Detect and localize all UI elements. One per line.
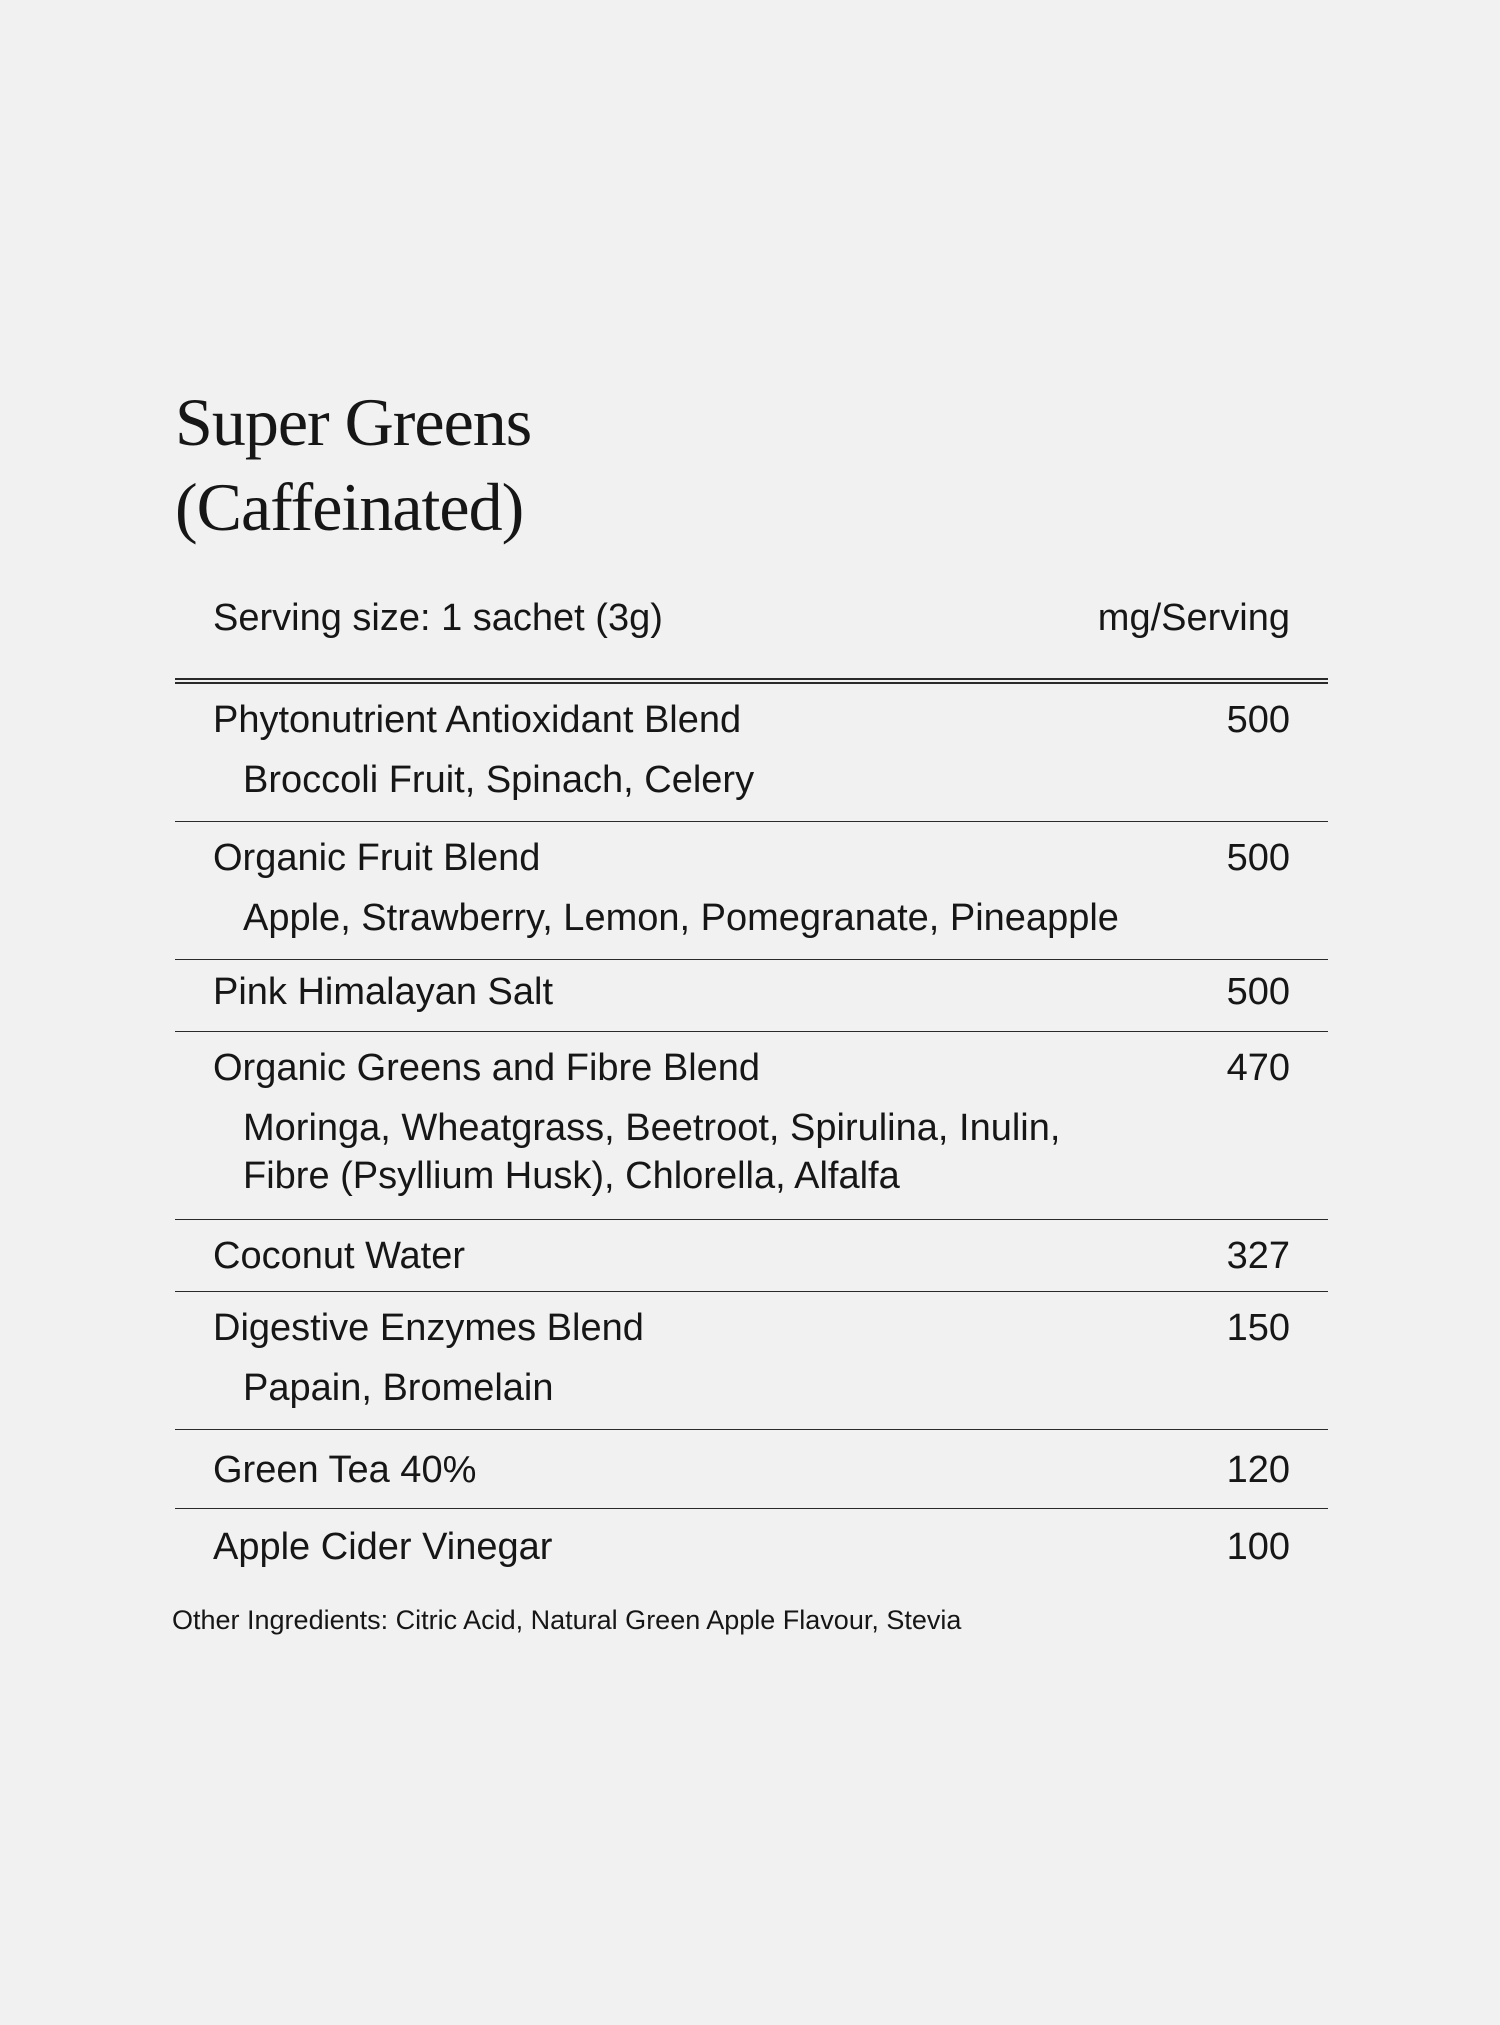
other-ingredients-note: Other Ingredients: Citric Acid, Natural Green Apple Flavour, Stevia bbox=[172, 1605, 962, 1635]
ingredient-amount: 500 bbox=[1226, 971, 1290, 1013]
table-row bbox=[175, 1292, 1328, 1430]
ingredient-name: Green Tea 40% bbox=[213, 1449, 477, 1491]
product-title-line1: Super Greens bbox=[175, 384, 532, 460]
table-row bbox=[175, 1032, 1328, 1220]
ingredient-name: Phytonutrient Antioxidant Blend bbox=[213, 699, 742, 741]
table-row bbox=[175, 1430, 1328, 1509]
ingredient-name: Coconut Water bbox=[213, 1235, 466, 1277]
ingredient-components: Broccoli Fruit, Spinach, Celery bbox=[243, 759, 755, 801]
ingredient-amount: 500 bbox=[1226, 837, 1290, 879]
unit-label: mg/Serving bbox=[1097, 597, 1290, 639]
ingredient-amount: 500 bbox=[1226, 699, 1290, 741]
ingredient-amount: 120 bbox=[1226, 1449, 1290, 1491]
ingredient-components: Papain, Bromelain bbox=[243, 1367, 554, 1409]
ingredient-amount: 327 bbox=[1226, 1235, 1290, 1277]
table-row bbox=[175, 822, 1328, 960]
ingredient-amount: 150 bbox=[1226, 1307, 1290, 1349]
table-row bbox=[175, 1220, 1328, 1292]
table-row bbox=[175, 1509, 1328, 1589]
serving-size-label: Serving size: 1 sachet (3g) bbox=[213, 597, 663, 639]
ingredient-amount: 470 bbox=[1226, 1047, 1290, 1089]
ingredient-name: Apple Cider Vinegar bbox=[213, 1526, 553, 1568]
ingredient-amount: 100 bbox=[1226, 1526, 1290, 1568]
table-row bbox=[175, 960, 1328, 1032]
ingredient-components: Apple, Strawberry, Lemon, Pomegranate, Pineapple bbox=[243, 897, 1119, 939]
table-header bbox=[175, 594, 1328, 684]
ingredient-components: Moringa, Wheatgrass, Beetroot, Spirulina, Inulin, Fibre (Psyllium Husk), Chlorella, Alfalfa bbox=[243, 1107, 1061, 1197]
ingredient-name: Pink Himalayan Salt bbox=[213, 971, 554, 1013]
table-row bbox=[175, 684, 1328, 822]
ingredient-name: Digestive Enzymes Blend bbox=[213, 1307, 644, 1349]
supplement-facts-panel bbox=[175, 380, 1328, 1589]
product-title bbox=[175, 380, 1328, 550]
ingredient-name: Organic Greens and Fibre Blend bbox=[213, 1047, 761, 1089]
product-title-line2: (Caffeinated) bbox=[175, 469, 524, 545]
ingredient-name: Organic Fruit Blend bbox=[213, 837, 541, 879]
